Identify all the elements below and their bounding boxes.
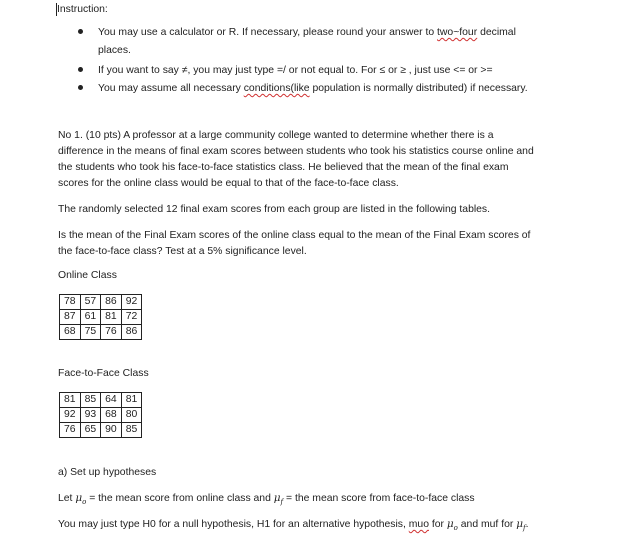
- table-row: [60, 310, 142, 325]
- score-cell: 85: [80, 393, 101, 408]
- score-cell: 86: [101, 295, 122, 310]
- spelling-flag: muo: [408, 519, 429, 530]
- mu-o-symbol: $\mu_o$: [75, 492, 87, 507]
- table-row: [60, 408, 142, 423]
- score-cell: 68: [60, 325, 81, 340]
- score-cell: 76: [60, 423, 81, 438]
- bullet-icon: [78, 67, 83, 72]
- score-cell: 65: [80, 423, 101, 438]
- score-cell: 78: [60, 295, 81, 310]
- instruction-heading: Instruction:: [57, 4, 108, 15]
- table-row: [60, 325, 142, 340]
- score-cell: 57: [80, 295, 101, 310]
- table-row: [60, 393, 142, 408]
- spelling-flag: conditions(like: [243, 83, 310, 94]
- score-cell: 92: [121, 295, 142, 310]
- score-cell: 76: [101, 325, 122, 340]
- part-a-heading: a) Set up hypotheses: [58, 467, 157, 478]
- face-to-face-class-label: Face-to-Face Class: [58, 368, 149, 379]
- score-cell: 87: [60, 310, 81, 325]
- mu-f-symbol: $\mu_f$: [516, 518, 526, 533]
- instruction-list: [56, 24, 528, 98]
- score-cell: 75: [80, 325, 101, 340]
- bullet-icon: [78, 29, 83, 34]
- table-row: [60, 295, 142, 310]
- online-class-label: Online Class: [58, 270, 117, 281]
- score-cell: 90: [101, 423, 122, 438]
- problem-paragraph: No 1. (10 pts) A professor at a large community college wanted to determine whether there is a difference in the means of final exam scores between students who took his statistics course online and the students who took his face-to-face statistics class. He believed that the mean of the final exam scores for the online class would be equal to that of the face-to-face class.: [58, 130, 534, 189]
- score-cell: 85: [121, 423, 142, 438]
- online-scores-table: [59, 294, 142, 340]
- mu-o-symbol: $\mu_o$: [446, 518, 458, 533]
- instruction-bullet: You may use a calculator or R. If necessary, please round your answer to two~four decimal places.: [56, 24, 528, 62]
- score-cell: 68: [101, 408, 122, 423]
- score-cell: 61: [80, 310, 101, 325]
- bullet-icon: [78, 85, 83, 90]
- mu-f-symbol: $\mu_f$: [273, 492, 284, 507]
- face-to-face-scores-table: [59, 392, 142, 438]
- score-cell: 86: [121, 325, 142, 340]
- spelling-flag: two~four: [437, 27, 478, 38]
- hypothesis-definition: Let $\mu_o$ = the mean score from online class and $\mu_f$ = the mean score from face-to-face class: [58, 492, 475, 507]
- instruction-bullet: If you want to say ≠, you may just type =/ or not equal to. For ≤ or ≥ , just use <= or >=: [56, 62, 528, 80]
- score-cell: 80: [121, 408, 142, 423]
- score-cell: 81: [121, 393, 142, 408]
- score-cell: 92: [60, 408, 81, 423]
- score-cell: 72: [121, 310, 142, 325]
- table-row: [60, 423, 142, 438]
- problem-question: Is the mean of the Final Exam scores of the online class equal to the mean of the Final Exam scores of the face-to-face class? Test at a 5% significance level.: [58, 230, 531, 257]
- instruction-bullet: You may assume all necessary conditions(like population is normally distributed) if necessary.: [56, 80, 528, 98]
- typing-note: You may just type H0 for a null hypothesis, H1 for an alternative hypothesis, muo for $\mu_o$ and muf for $\mu_f$.: [58, 518, 529, 533]
- score-cell: 64: [101, 393, 122, 408]
- problem-paragraph: The randomly selected 12 final exam scores from each group are listed in the following tables.: [58, 204, 491, 215]
- score-cell: 81: [101, 310, 122, 325]
- score-cell: 81: [60, 393, 81, 408]
- score-cell: 93: [80, 408, 101, 423]
